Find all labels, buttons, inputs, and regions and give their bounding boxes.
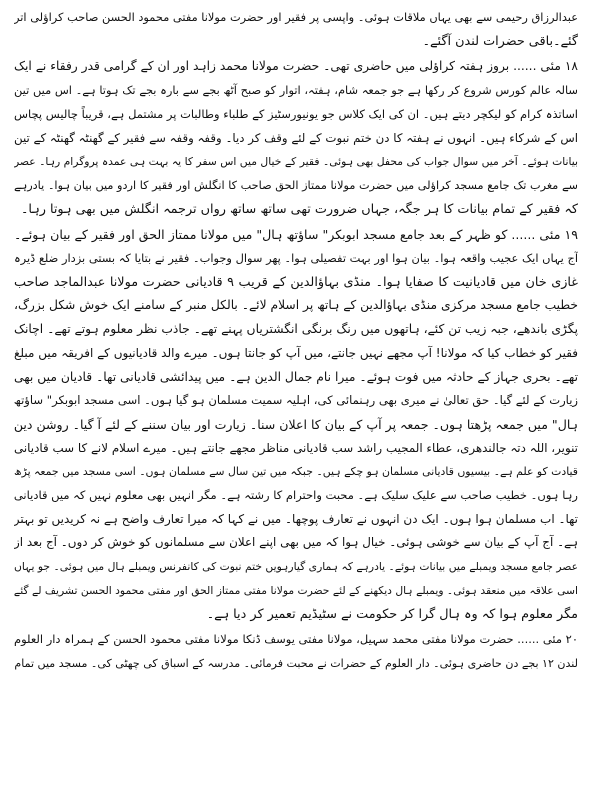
paragraph-line: مگر معلوم ہوا کہ وہ ہال گرا کر حکومت نے سٹیڈیم تعمیر کر دیا ہے۔ bbox=[206, 606, 578, 622]
paragraph-line: قیادت کو علم ہے۔ بیسیوں قادیانی مسلمان ہو چکے ہیں۔ جبکہ میں تین سال سے مسلمان ہوں۔ اسی مسجد میں جمعہ پڑھ bbox=[14, 465, 578, 479]
paragraph-line: غازی خان میں قادیانیت کا صفایا ہوا۔ منڈی بہاؤالدین کے قریب ۹ قادیانی حضرت مولانا عبدالماجد صاحب bbox=[14, 274, 578, 290]
paragraph-line: آج یہاں ایک عجیب واقعہ ہوا۔ بیان ہوا اور بہت تفصیلی ہوا۔ پھر سوال وجواب۔ فقیر نے بتایا کہ بستی بزدار ضلع ڈیرہ bbox=[14, 251, 578, 266]
paragraph-first-line: عبدالرزاق رحیمی سے بھی یہاں ملاقات ہوئی۔ واپسی پر فقیر اور حضرت مولانا مفتی محمود الحسن صاحب کراؤلی اتر bbox=[14, 10, 578, 24]
paragraph-line: تھے۔ بحری جہاز کے حادثہ میں فوت ہوئے۔ میرا نام جمال الدین ہے۔ میں پیدائشی قادیانی تھا۔ قادیان میں بھی bbox=[14, 369, 578, 384]
paragraph-line: اس کے شرکاء ہیں۔ انہوں نے ہفتہ کا دن ختم نبوت کے لئے وقف کر دیا۔ وقفہ وقفہ سے فقیر کے گھنٹہ گھنٹہ کے تین bbox=[14, 130, 578, 145]
paragraph-line: رہا ہوں۔ خطیب صاحب سے علیک سلیک ہے۔ محبت واحترام کا رشتہ ہے۔ مگر انہیں بھی معلوم نہیں کہ میں قادیانی bbox=[14, 488, 578, 503]
paragraph-line: خطیب جامع مسجد مرکزی منڈی بہاؤالدین کے ہاتھ پر اسلام لائے۔ بالکل منبر کے سامنے ایک خوش شکل بزرگ، bbox=[14, 298, 578, 313]
paragraph-line: سالہ عالم کورس شروع کر رکھا ہے جو جمعہ شام، ہفتہ، اتوار کو صبح آٹھ بجے سے بارہ بجے تک ہوتا ہے۔ اس میں تین bbox=[14, 83, 578, 98]
paragraph-line: ہال" میں جمعہ پڑھتا ہوں۔ جمعہ پر آپ کے بیان کا اعلان سنا۔ زیارت اور بیان سننے کے لئے آ گیا۔ روشن دین bbox=[14, 416, 578, 432]
paragraph-line: فقیر کو خطاب کیا کہ مولانا! آپ مجھے نہیں جانتے، میں آپ کو جانتا ہوں۔ میرے والد قادیانیوں کے افریقہ میں مبلغ bbox=[14, 345, 578, 360]
paragraph-first-line: ۲۰ مئی ...... حضرت مولانا مفتی محمد سہیل، مولانا مفتی یوسف ڈنکا مولانا مفتی محمود الحسن کے ہمراہ دار العلوم bbox=[14, 632, 578, 647]
paragraph-line: اساتذہ کرام کو لیکچر دیتے ہیں۔ ان کی ایک کلاس جو یونیورسٹیز کے طلباء وطالبات پر مشتمل ہے، قریباً چالیس پچاس bbox=[14, 106, 578, 121]
paragraph-line: تنویر، اللہ دتہ جالندھری، عطاء المجیب راشد سب قادیانی مناظر مجھے جانتے ہیں۔ میرے اسلام لانے کا سب قادیانی bbox=[14, 440, 578, 455]
paragraph-line: عصر جامع مسجد ویمبلے میں بیانات ہوئے۔ یادرہے کہ ہماری گیارہویں ختم نبوت کی کانفرنس ویمبلے ہال میں ہوئی۔ جو یہاں bbox=[14, 560, 578, 574]
paragraph-line: پگڑی باندھے، جبہ زیب تن کئے، ہاتھوں میں رنگ برنگی انگشتریاں پہنے تھے۔ جاذب نظر معلوم ہوتے تھے۔ اچانک bbox=[14, 322, 578, 337]
paragraph-line: لندن ۱۲ بجے دن حاضری ہوئی۔ دار العلوم کے حضرات نے محبت فرمائی۔ مدرسہ کے اسباق کی چھٹی کی۔ مسجد میں تمام bbox=[14, 656, 578, 670]
paragraph-line: بیانات ہوئے۔ آخر میں سوال جواب کی محفل بھی ہوئی۔ فقیر کے خیال میں اس سفر کا یہ بہت ہی عمدہ پروگرام رہا۔ عصر bbox=[14, 155, 578, 169]
paragraph-line: اسی علاقہ میں منعقد ہوئی۔ ویمبلے ہال دیکھنے کے لئے حضرت مولانا مفتی ممتاز الحق اور مفتی محمود الحسن تشریف لے گئے bbox=[14, 583, 578, 597]
paragraph-line: گئے۔باقی حضرات لندن آگئے۔ bbox=[422, 33, 578, 49]
paragraph-first-line: ۱۸ مئی ...... بروز ہفتہ کراؤلی میں حاضری تھی۔ حضرت مولانا محمد زاہد اور ان کے گرامی قدر رفقاء نے ایک bbox=[14, 59, 578, 74]
paragraph-first-line: ۱۹ مئی ...... کو ظہر کے بعد جامع مسجد ابوبکر" ساؤتھ ہال" میں مولانا ممتاز الحق اور فقیر کے بیان ہوئے۔ bbox=[14, 227, 578, 243]
paragraph-line: ہے۔ آج آپ کے بیان سے خوشی ہوئی۔ خیال ہوا کہ میں بھی اپنے اعلان سے مسلمانوں کو خوش کر دوں۔ آج بعد از bbox=[14, 535, 578, 550]
paragraph-line: کہ فقیر کے تمام بیانات کا ہر جگہ، جہاں ضرورت تھی ساتھ ساتھ رواں ترجمہ انگلش میں بھی ہوتا رہا۔ bbox=[20, 201, 578, 217]
paragraph-line: سے مغرب تک جامع مسجد کراؤلی میں حضرت مولانا ممتاز الحق صاحب کا انگلش اور فقیر کا اردو میں بیان ہوا۔ یادرہے bbox=[14, 178, 578, 192]
paragraph-line: زیارت کے لئے گیا۔ حق تعالیٰ نے میری بھی رہنمائی کی، اہلیہ سمیت مسلمان ہو گیا ہوں۔ اسی مسجد ابوبکر" ساؤتھ bbox=[14, 393, 578, 408]
paragraph-line: تھا۔ اب مسلمان ہوا ہوں۔ ایک دن انہوں نے تعارف پوچھا۔ میں نے کہا کہ میرا تعارف واضح ہے نہ کریدیں تو بہتر bbox=[14, 511, 578, 526]
